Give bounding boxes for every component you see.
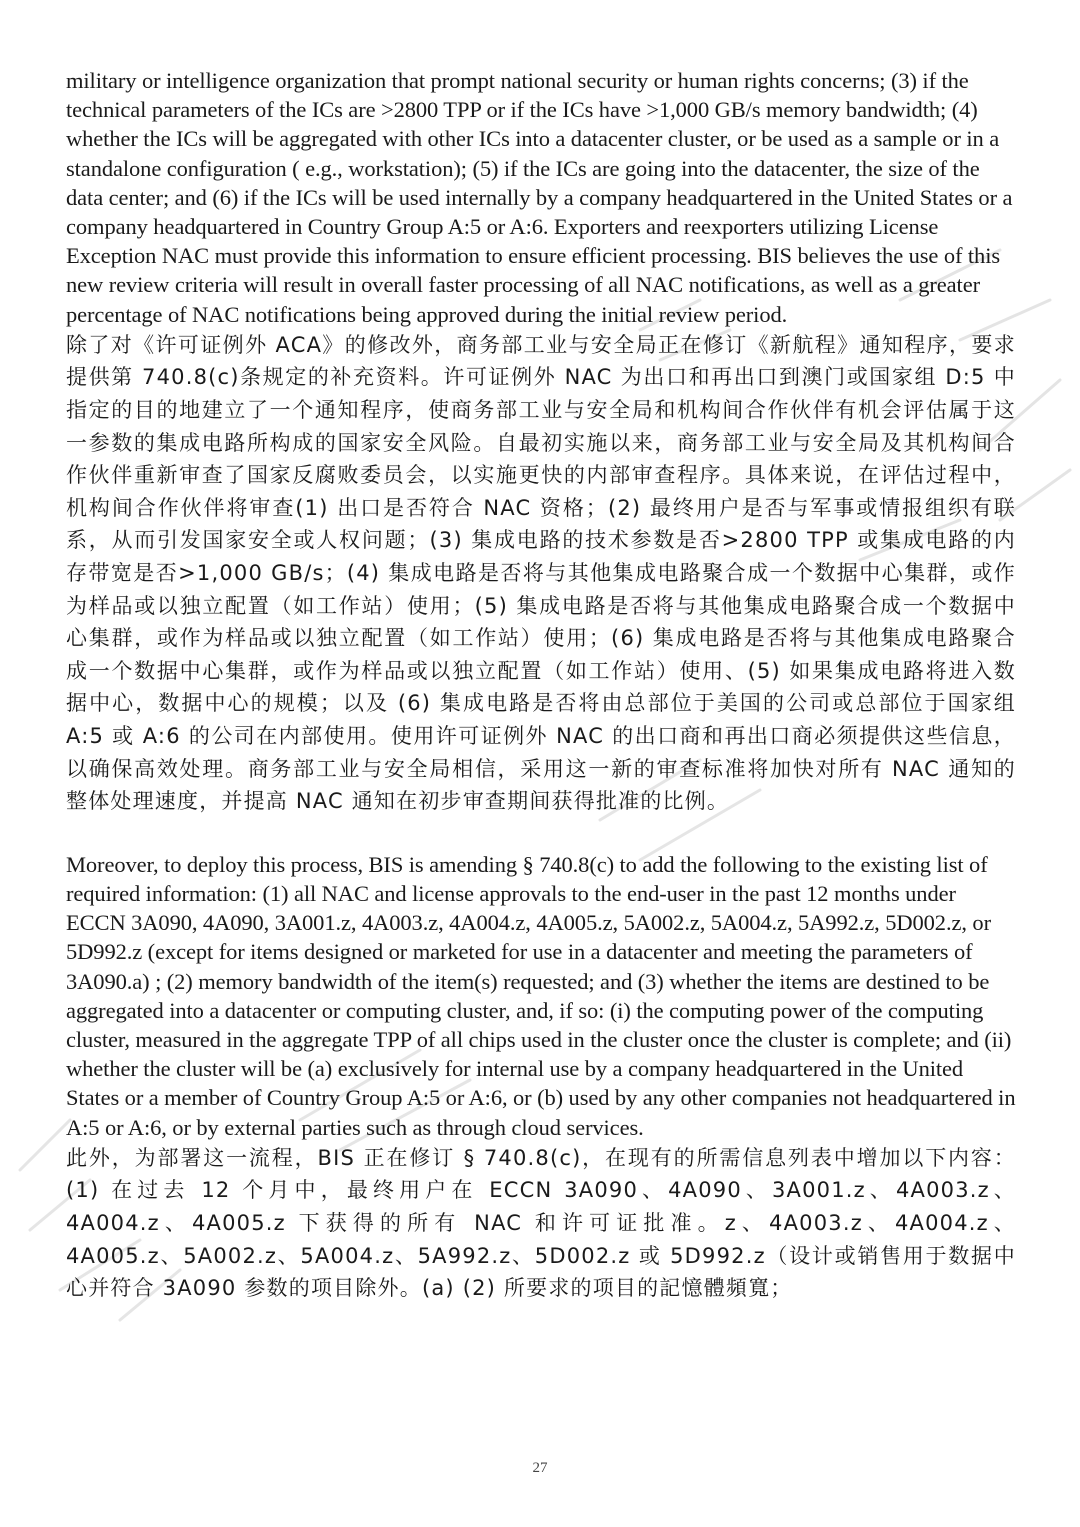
- page-number: 27: [532, 1460, 548, 1476]
- paragraph-chinese-1: 除了对《许可证例外 ACA》的修改外，商务部工业与安全局正在修订《新航程》通知程序，要求提供第 740.8(c)条规定的补充资料。许可证例外 NAC 为出口和再出口到澳门或国家组 D:5 中指定的目的地建立了一个通知程序，使商务部工业与安全局和机构间合作伙伴有机会评估属于这一参数的集成电路所构成的国家安全风险。自最初实施以来，商务部工业与安全局及其机构间合作伙伴重新审查了国家反腐败委员会，以实施更快的内部审查程序。具体来说，在评估过程中，机构间合作伙伴将审查(1) 出口是否符合 NAC 资格；(2) 最终用户是否与军事或情报组织有联系，从而引发国家安全或人权问题；(3) 集成电路的技术参数是否>2800 TPP 或集成电路的内存带宽是否>1,000 GB/s；(4) 集成电路是否将与其他集成电路聚合成一个数据中心集群，或作为样品或以独立配置（如工作站）使用；(5) 集成电路是否将与其他集成电路聚合成一个数据中心集群，或作为样品或以独立配置（如工作站）使用；(6) 集成电路是否将与其他集成电路聚合成一个数据中心集群，或作为样品或以独立配置（如工作站）使用、(5) 如果集成电路将进入数据中心，数据中心的规模；以及 (6) 集成电路是否将由总部位于美国的公司或总部位于国家组 A:5 或 A:6 的公司在内部使用。使用许可证例外 NAC 的出口商和再出口商必须提供这些信息，以确保高效处理。商务部工业与安全局相信，采用这一新的审查标准将加快对所有 NAC 通知的整体处理速度，并提高 NAC 通知在初步审查期间获得批准的比例。: [66, 332, 1016, 814]
- document-page: [66, 66, 1016, 1305]
- paragraph-english-1: military or intelligence organization that prompt national security or human rights concerns; (3) if the technical parameters of the ICs are >2800 TPP or if the ICs have >1,000 GB/s memory bandwidth; (4) whether the ICs will be aggregated with other ICs into a datacenter cluster, or be used as a sample or in a standalone configuration ( e.g., workstation); (5) if the ICs are going into the datacenter, the size of the data center; and (6) if the ICs will be used internally by a company headquartered in the United States or a company headquartered in Country Group A:5 or A:6. Exporters and reexporters utilizing License Exception NAC must provide this information to ensure efficient processing. BIS believes the use of this new review criteria will result in overall faster processing of all NAC notifications, as well as a greater percentage of NAC notifications being approved during the initial review period.: [66, 68, 1013, 327]
- paragraph-english-2: Moreover, to deploy this process, BIS is amending § 740.8(c) to add the following to the existing list of required information: (1) all NAC and license approvals to the end-user in the past 12 months under ECCN 3A090, 4A090, 3A001.z, 4A003.z, 4A004.z, 4A005.z, 5A002.z, 5A004.z, 5A992.z, 5D002.z, or 5D992.z (except for items designed or marketed for use in a datacenter and meeting the parameters of 3A090.a) ; (2) memory bandwidth of the item(s) requested; and (3) whether the items are destined to be aggregated into a datacenter or computing cluster, and, if so: (i) the computing power of the computing cluster, measured in the aggregate TPP of all chips used in the cluster once the cluster is complete; and (ii) whether the cluster will be (a) exclusively for internal use by a company headquartered in the United States or a member of Country Group A:5 or A:6, or (b) used by any other companies not headquartered in A:5 or A:6, or by external parties such as through cloud services.: [66, 851, 1016, 1140]
- paragraph-chinese-2: 此外，为部署这一流程，BIS 正在修订 § 740.8(c)，在现有的所需信息列表中增加以下内容：(1) 在过去 12 个月中，最终用户在 ECCN 3A090、4A090、3A001.z、4A003.z、4A004.z、4A005.z 下获得的所有 NAC 和许可证批准。z、4A003.z、4A004.z、4A005.z、5A002.z、5A004.z、5A992.z、5D002.z 或 5D992.z（设计或销售用于数据中心并符合 3A090 参数的项目除外。(a) (2) 所要求的项目的記憶體頻寬；: [66, 1145, 1016, 1301]
